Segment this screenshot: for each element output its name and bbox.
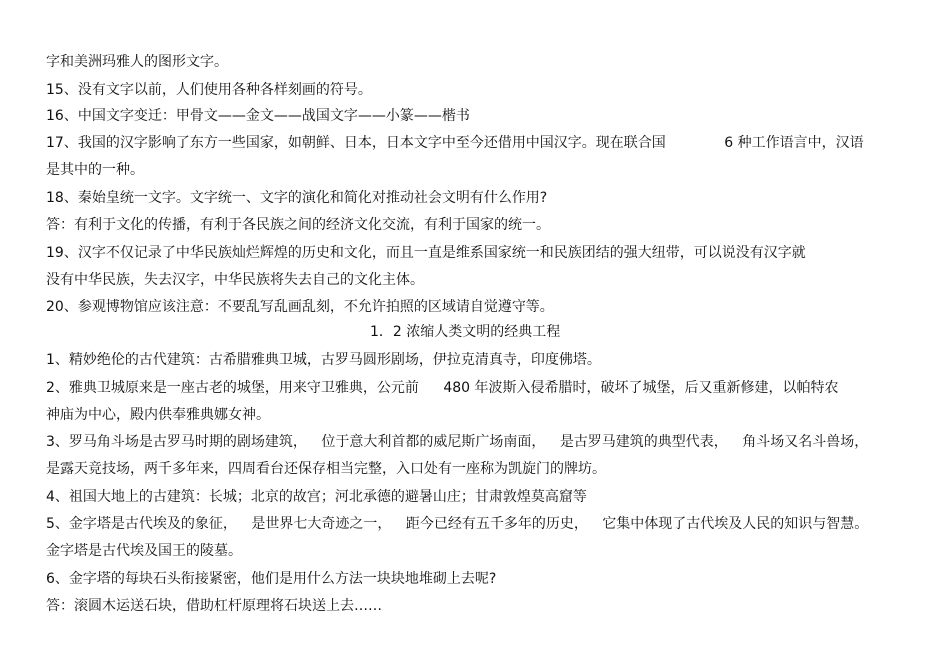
item-3: 3、罗马角斗场是古罗马时期的剧场建筑， 位于意大利首都的威尼斯广场南面， 是古罗马建筑的典型代表， 角斗场又名斗兽场， bbox=[46, 434, 869, 450]
item-2: 2、雅典卫城原来是一座古老的城堡，用来守卫雅典，公元前 480 年波斯入侵希腊时，破坏了城堡，后又重新修建，以帕特农 bbox=[46, 380, 839, 396]
item-17-continuation: 是其中的一种。 bbox=[46, 162, 144, 178]
answer-6: 答：滚圆木运送石块，借助杠杆原理将石块送上去…… bbox=[46, 598, 382, 614]
item-15: 15、没有文字以前，人们使用各种各样刻画的符号。 bbox=[46, 82, 372, 98]
answer-18: 答：有利于文化的传播，有利于各民族之间的经济文化交流，有利于国家的统一。 bbox=[46, 217, 550, 233]
item-1: 1、精妙绝伦的古代建筑：古希腊雅典卫城，古罗马圆形剧场，伊拉克清真寺，印度佛塔。 bbox=[46, 352, 601, 368]
item-20: 20、参观博物馆应该注意：不要乱写乱画乱刻，不允许拍照的区域请自觉遵守等。 bbox=[46, 299, 554, 315]
item-5: 5、金字塔是古代埃及的象征， 是世界七大奇迹之一， 距今已经有五千多年的历史， 它集中体现了古代埃及人民的知识与智慧。 bbox=[46, 516, 869, 532]
text-line-continuation: 字和美洲玛雅人的图形文字。 bbox=[46, 54, 228, 70]
item-5-continuation: 金字塔是古代埃及国王的陵墓。 bbox=[46, 543, 242, 559]
item-3-continuation: 是露天竞技场，两千多年来，四周看台还保存相当完整，入口处有一座称为凯旋门的牌坊。 bbox=[46, 461, 606, 477]
item-17: 17、我国的汉字影响了东方一些国家，如朝鲜、日本，日本文字中至今还借用中国汉字。现在联合国 6 种工作语言中，汉语 bbox=[46, 135, 864, 151]
item-6: 6、金字塔的每块石头衔接紧密，他们是用什么方法一块块地堆砌上去呢? bbox=[46, 571, 497, 587]
item-18: 18、秦始皇统一文字。文字统一、文字的演化和简化对推动社会文明有什么作用? bbox=[46, 190, 548, 206]
item-2-continuation: 神庙为中心，殿内供奉雅典娜女神。 bbox=[46, 407, 270, 423]
item-19: 19、汉字不仅记录了中华民族灿烂辉煌的历史和文化，而且一直是维系国家统一和民族团结的强大纽带，可以说没有汉字就 bbox=[46, 245, 806, 261]
section-title: 1．2 浓缩人类文明的经典工程 bbox=[370, 324, 561, 340]
item-16: 16、中国文字变迁：甲骨文——金文——战国文字——小篆——楷书 bbox=[46, 108, 470, 124]
item-4: 4、祖国大地上的古建筑：长城；北京的故宫；河北承德的避暑山庄；甘肃敦煌莫高窟等 bbox=[46, 489, 587, 505]
item-19-continuation: 没有中华民族，失去汉字，中华民族将失去自己的文化主体。 bbox=[46, 272, 424, 288]
